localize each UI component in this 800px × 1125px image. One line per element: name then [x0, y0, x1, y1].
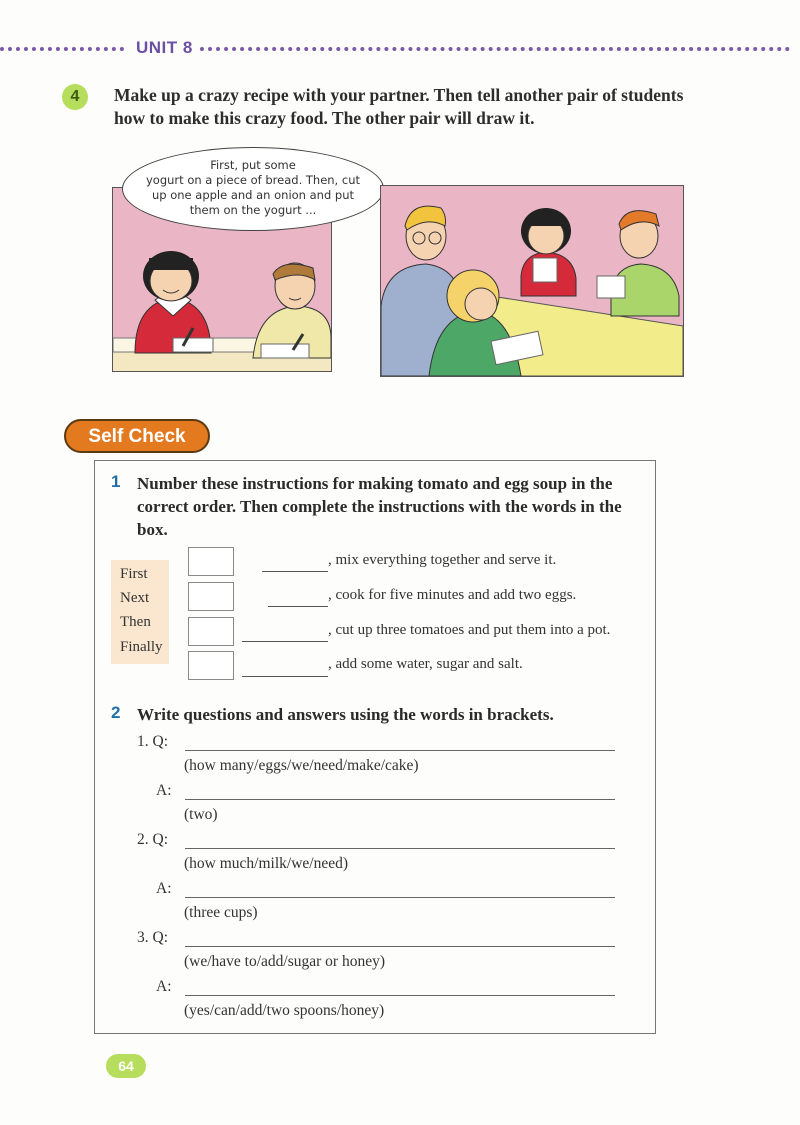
word-first: First	[120, 566, 148, 582]
question-label-2: 2. Q:	[137, 831, 168, 848]
answer-blank-1[interactable]	[262, 571, 328, 572]
page-number: 64	[106, 1054, 146, 1078]
exercise-2-number: 2	[111, 703, 121, 722]
word-next: Next	[120, 590, 150, 606]
answer-hint-3: (yes/can/add/two spoons/honey)	[184, 1002, 385, 1019]
answer-label-3: A:	[156, 978, 172, 995]
self-check-label: Self Check	[64, 419, 210, 453]
order-box-4[interactable]	[188, 651, 234, 680]
order-box-1[interactable]	[188, 547, 234, 576]
word-box	[111, 560, 169, 664]
question-label-1: 1. Q:	[137, 733, 168, 750]
question-label-3: 3. Q:	[137, 929, 168, 946]
self-check-box	[94, 460, 656, 1034]
answer-line-1[interactable]	[185, 799, 615, 800]
question-hint-2: (how much/milk/we/need)	[184, 855, 348, 872]
answer-label-1: A:	[156, 782, 172, 799]
question-line-1[interactable]	[185, 750, 615, 751]
header-dots-right	[200, 47, 790, 51]
answer-hint-1: (two)	[184, 806, 218, 823]
instruction-item-2: , cook for five minutes and add two eggs.	[328, 587, 577, 603]
order-box-2[interactable]	[188, 582, 234, 611]
bubble-line: yogurt on a piece of bread. Then, cut	[146, 173, 360, 187]
word-then: Then	[120, 614, 151, 630]
unit-title: UNIT 8	[136, 38, 193, 57]
answer-blank-3[interactable]	[242, 641, 328, 642]
answer-hint-2: (three cups)	[184, 904, 258, 921]
illustration-right	[380, 185, 684, 377]
answer-blank-4[interactable]	[242, 676, 328, 677]
question-hint-3: (we/have to/add/sugar or honey)	[184, 953, 386, 970]
answer-line-3[interactable]	[185, 995, 615, 996]
students-drawing-illustration	[381, 186, 683, 376]
answer-line-2[interactable]	[185, 897, 615, 898]
answer-label-2: A:	[156, 880, 172, 897]
exercise-1-instruction: Number these instructions for making tomato and egg soup in the correct order. Then complete the instructions with the words in the box.	[137, 474, 622, 539]
activity-instruction: Make up a crazy recipe with your partner. Then tell another pair of students how to make this crazy food. The other pair will draw it.	[114, 85, 684, 128]
bubble-line: them on the yogurt ...	[189, 203, 317, 217]
exercise-1-number: 1	[111, 472, 121, 491]
answer-blank-2[interactable]	[268, 606, 328, 607]
bubble-line: First, put some	[210, 158, 296, 172]
order-box-3[interactable]	[188, 617, 234, 646]
question-line-3[interactable]	[185, 946, 615, 947]
question-line-2[interactable]	[185, 848, 615, 849]
word-finally: Finally	[120, 639, 163, 655]
bubble-line: up one apple and an onion and put	[151, 188, 355, 202]
header-dots-left	[0, 47, 124, 51]
activity-number: 4	[62, 84, 88, 110]
instruction-item-3: , cut up three tomatoes and put them into a pot.	[328, 622, 611, 638]
instruction-item-1: , mix everything together and serve it.	[328, 552, 557, 568]
speech-bubble	[122, 147, 384, 231]
exercise-2-instruction: Write questions and answers using the words in brackets.	[137, 705, 554, 724]
question-hint-1: (how many/eggs/we/need/make/cake)	[184, 757, 419, 774]
instruction-item-4: , add some water, sugar and salt.	[328, 656, 523, 672]
